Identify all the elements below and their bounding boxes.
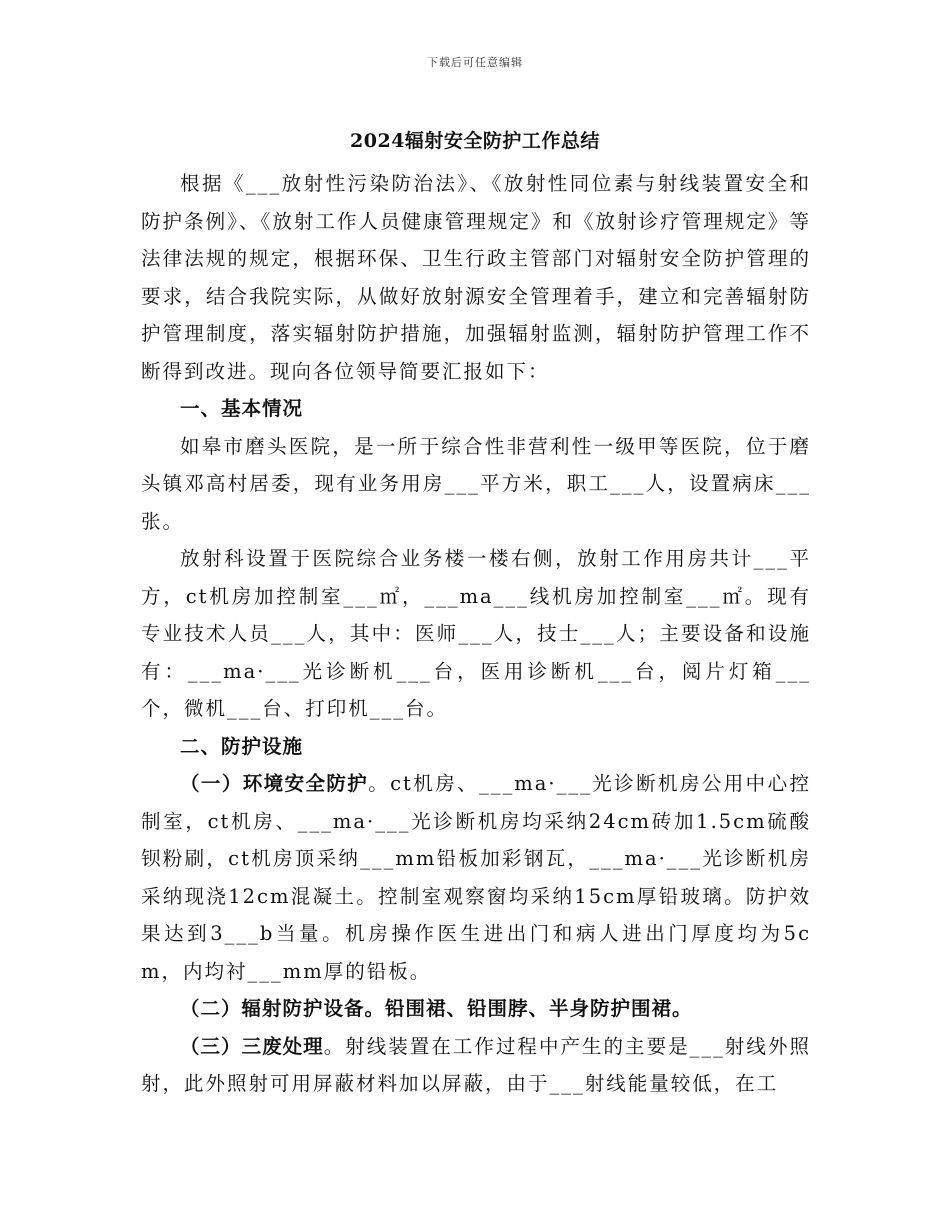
header-note: 下载后可任意编辑 [427,56,523,69]
section-heading-basic-info: 一、基本情况 [180,397,304,420]
paragraph-intro: 根据《___放射性污染防治法》、《放射性同位素与射线装置安全和防护条例》、《放射工作人员健康管理规定》和《放射诊疗管理规定》等法律法规的规定，根据环保、卫生行政主管部门对辐射安全防护管理的要求，结合我院实际，从做好放射源安全管理着手，建立和完善辐射防护管理制度，落实辐射防护措施，加强辐射监测，辐射防护管理工作不断得到改进。现向各位领导简要汇报如下： [141,172,811,383]
paragraph-environment-protection [141,765,811,990]
section-heading-protection: 二、防护设施 [180,734,304,758]
paragraph-radiology-dept: 放射科设置于医院综合业务楼一楼右侧，放射工作用房共计___平方，ct机房加控制室___㎡，___ma___线机房加控制室___㎡。现有专业技术人员___人，其中：医师___人，技士___人；主要设备和设施有：___ma·___光诊断机___台，医用诊断机___台，阅片灯箱___个，微机___台、打印机___台。 [141,547,811,720]
subsection-label-waste: （三）三废处理 [180,1034,324,1058]
paragraph-waste-treatment [141,1028,811,1103]
document-title: 2024辐射安全防护工作总结 [350,130,600,152]
subsection-heading-equipment: （二）辐射防护设备。铅围裙、铅围脖、半身防护围裙。 [180,997,693,1020]
document-body [141,165,811,1103]
paragraph-waste-text: 。射线装置在工作过程中产生的主要是___射线外照射，此外照射可用屏蔽材料加以屏蔽，由于___射线能量较低，在工 [141,1034,811,1095]
subsection-label-environment: （一）环境安全防护 [180,772,369,795]
paragraph-environment-text: 。ct机房、___ma·___光诊断机房公用中心控制室，ct机房、___ma·___光诊断机房均采纳24cm砖加1.5cm硫酸钡粉刷，ct机房顶采纳___mm铅板加彩钢瓦，___ma·___光诊断机房采纳现浇12cm混凝土。控制室观察窗均采纳15cm厚铅玻璃。防护效果达到3___b当量。机房操作医生进出门和病人进出门厚度均为5cm，内均衬___mm厚的铅板。 [141,772,811,983]
paragraph-hospital-info: 如皋市磨头医院，是一所于综合性非营利性一级甲等医院，位于磨头镇邓高村居委，现有业务用房___平方米，职工___人，设置病床___张。 [141,434,811,533]
